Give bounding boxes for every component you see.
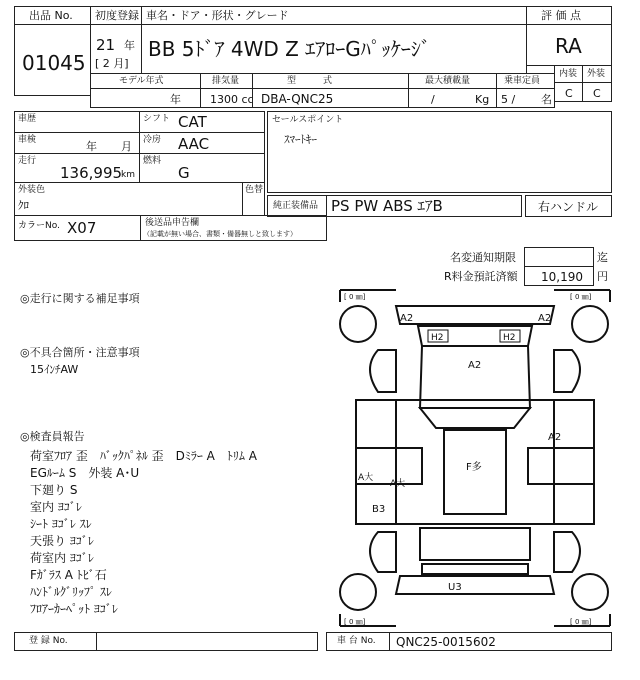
mark-h2-left: H2 (431, 333, 444, 343)
car-name-cell (141, 24, 527, 74)
capacity-unit: 名 (541, 93, 552, 106)
history-label: 車歴 (18, 114, 37, 124)
right-front-fender (554, 350, 580, 392)
mileage-label: 走行 (18, 156, 37, 166)
wheel-rr (572, 574, 608, 610)
inspector-line: ﾌﾛｱｰｶｰﾍﾟｯﾄ ﾖｺﾞﾚ (30, 602, 118, 616)
shift-label: シフト (143, 114, 171, 124)
wheel-rl (340, 574, 376, 610)
hood (420, 346, 530, 408)
title-label-cell (141, 6, 527, 25)
spec-header-row (90, 73, 555, 89)
color-no: X07 (67, 219, 97, 237)
defect-text: 15ｲﾝﾁAW (30, 363, 79, 376)
mileage-cell (14, 153, 140, 183)
spec-divider (408, 73, 409, 108)
mark-a2-hood: A2 (468, 360, 482, 371)
inspector-line: ｼｰﾄ ﾖｺﾞﾚ ｽﾚ (30, 517, 92, 531)
ac-label: 冷房 (143, 135, 162, 145)
fuel-cell (139, 153, 265, 183)
ac-cell (139, 132, 265, 154)
left-front-fender (370, 350, 396, 392)
name-change-unit: 迄 (597, 251, 608, 264)
reg-no-label-cell (14, 632, 97, 651)
name-change-box (524, 247, 594, 267)
reg-no-label: 登 録 No. (29, 636, 68, 646)
chassis-label: 車 台 No. (337, 636, 376, 646)
inspector-line: ﾊﾝﾄﾞﾙｸﾞﾘｯﾌﾟ ｽﾚ (30, 585, 112, 599)
recycle-label: R料金預託済額 (444, 270, 518, 283)
exterior-label: 外装 (587, 69, 606, 79)
mark-f-roof: F多 (466, 462, 482, 473)
reg-year-unit: 年 (124, 39, 135, 52)
spec-divider (496, 73, 497, 108)
steering: 右ハンドル (538, 200, 599, 214)
sales-point-label: セールスポイント (272, 115, 344, 125)
car-damage-diagram (338, 288, 612, 628)
windshield (420, 408, 530, 428)
recycle-value: 10,190 (541, 270, 583, 284)
exterior-grade: C (593, 87, 601, 100)
first-reg-label-cell (90, 6, 142, 25)
recycle-box (524, 266, 594, 286)
spec-value-row (90, 88, 555, 108)
capacity-label: 乗車定員 (504, 76, 541, 86)
inspector-lines (30, 447, 330, 617)
mark-u3: U3 (448, 582, 462, 593)
spec-divider (200, 73, 201, 108)
interior-label: 内装 (559, 69, 578, 79)
fuel: G (178, 164, 190, 182)
rating-label-cell (526, 6, 612, 25)
car-name: BB 5ﾄﾞｱ 4WD Z ｴｱﾛｰGﾊﾟｯｹｰｼﾞ (148, 37, 431, 61)
history-cell (14, 111, 140, 133)
shift-cell (139, 111, 265, 133)
right-front-door (528, 448, 594, 484)
color-change-label: 色替 (245, 185, 264, 195)
ext-color-cell (14, 182, 243, 216)
lot-no-label: 出品 No. (29, 9, 73, 22)
inspector-line: 荷室内 ﾖｺﾞﾚ (30, 551, 94, 565)
name-change-label: 名変通知期限 (450, 251, 516, 264)
color-no-label: カラーNo. (18, 221, 60, 231)
type-label: 型 式 (287, 76, 333, 86)
rear-bumper (396, 576, 554, 594)
color-change-cell (242, 182, 265, 216)
first-reg-cell (90, 24, 142, 74)
chassis-label-cell (326, 632, 390, 651)
inspector-line: 室内 ﾖｺﾞﾚ (30, 500, 82, 514)
running-label: ◎走行に関する補足事項 (20, 292, 140, 305)
inspector-line: EGﾙｰﾑ S 外装 A･U (30, 466, 140, 480)
equipment-cell (326, 195, 522, 217)
wheel-bl-label: [ 0 ㎜] (344, 618, 366, 626)
mileage: 136,995 (60, 164, 123, 182)
inspection-year: 年 (86, 140, 97, 153)
interior-grade: C (565, 87, 573, 100)
wheel-br-label: [ 0 ㎜] (570, 618, 592, 626)
title-label: 車名・ドア・形状・グレード (146, 9, 289, 22)
model-year-label: モデル年式 (119, 76, 164, 86)
spec-divider (252, 73, 253, 108)
rating-cell (526, 24, 612, 66)
equipment-label-cell (267, 195, 327, 217)
inspector-line: 下廻り S (30, 483, 78, 497)
ext-color: ｸﾛ (18, 199, 29, 212)
rating-label: 評 価 点 (541, 9, 581, 22)
first-reg-label: 初度登録 (95, 9, 139, 22)
inspection-label: 車検 (18, 135, 37, 145)
displacement-label: 排気量 (212, 76, 240, 86)
exterior-label-cell (582, 65, 612, 83)
wheel-fr (572, 306, 608, 342)
equipment-items: PS PW ABS ｴｱB (331, 197, 443, 215)
mark-h2-right: H2 (503, 333, 516, 343)
inspector-label: ◎検査員報告 (20, 430, 85, 443)
mileage-unit: km (121, 170, 135, 180)
mark-a-large: A大 (358, 473, 374, 483)
inspector-line: Fｶﾞﾗｽ A ﾄﾋﾞ石 (30, 568, 107, 582)
mark-a2-top-left: A2 (400, 313, 414, 324)
inspector-line: 天張り ﾖｺﾞﾚ (30, 534, 94, 548)
rear-plate (422, 564, 528, 574)
docs-label: 後送品申告欄 (145, 218, 200, 228)
type: DBA-QNC25 (261, 92, 334, 106)
inspection-cell (14, 132, 140, 154)
mark-b3: B3 (372, 504, 386, 515)
wheel-fl (340, 306, 376, 342)
wheel-tr-label: [ 0 ㎜] (570, 293, 592, 301)
mark-a2-top-right: A2 (538, 313, 552, 324)
color-no-cell (14, 215, 141, 241)
mark-a-large2: A大 (390, 479, 406, 489)
reg-year: 21 (96, 36, 116, 54)
wheel-tl-label: [ 0 ㎜] (344, 293, 366, 301)
max-load-unit: Kg (475, 93, 490, 106)
sales-point-text: ｽﾏｰﾄｷｰ (284, 133, 317, 146)
lot-no: 01045 (22, 51, 86, 75)
ext-color-label: 外装色 (18, 185, 46, 195)
exterior-grade-cell (582, 82, 612, 102)
chassis-no: QNC25-0015602 (396, 635, 496, 649)
fuel-label: 燃料 (143, 156, 162, 166)
equipment-label: 純正装備品 (273, 201, 319, 211)
chassis-cell (389, 632, 612, 651)
max-load-sep: / (431, 93, 435, 106)
max-load-label: 最大積載量 (425, 76, 471, 86)
interior-label-cell (554, 65, 583, 83)
shift: CAT (178, 113, 207, 131)
steering-cell (525, 195, 612, 217)
rear-quarter-left (370, 532, 396, 572)
mark-a2-right-door: A2 (548, 432, 562, 443)
rating: RA (555, 34, 582, 58)
lot-no-label-cell (14, 6, 91, 25)
rear-window (420, 528, 530, 560)
inspection-month: 月 (121, 140, 132, 153)
defect-label: ◎不具合箇所・注意事項 (20, 346, 140, 359)
inspector-line: 荷室ﾌﾛｱ 歪 ﾊﾞｯｸﾊﾟﾈﾙ 歪 Dﾐﾗｰ A ﾄﾘﾑ A (30, 449, 257, 463)
recycle-unit: 円 (597, 270, 608, 283)
reg-month: [ 2 月] (95, 57, 129, 70)
docs-cell (140, 215, 327, 241)
reg-no-cell (96, 632, 318, 651)
docs-note: （記載が無い場合、書類・備器無しと致します） (143, 230, 297, 238)
interior-grade-cell (554, 82, 583, 102)
sales-point-box (267, 111, 612, 193)
rear-quarter-right (554, 532, 580, 572)
model-year-unit: 年 (170, 93, 181, 106)
capacity: 5 / (501, 93, 516, 106)
front-bumper (396, 306, 554, 324)
lot-no-cell (14, 24, 91, 96)
ac: AAC (178, 135, 210, 153)
displacement: 1300 cc (210, 93, 254, 106)
